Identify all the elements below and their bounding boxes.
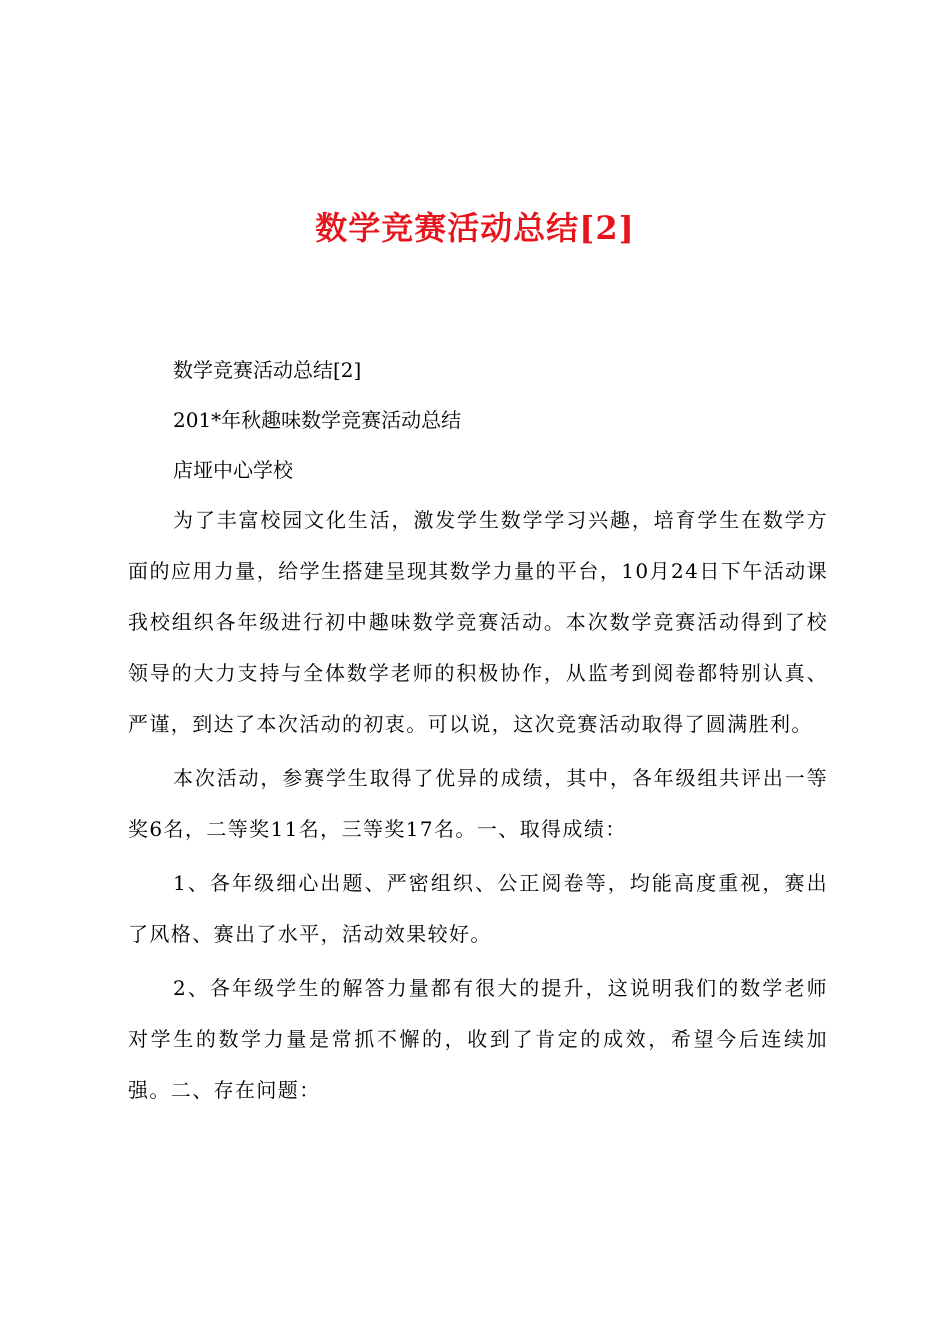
event-title-line: 201*年秋趣味数学竞赛活动总结 bbox=[173, 408, 462, 432]
paragraph-results: 本次活动，参赛学生取得了优异的成绩，其中，各年级组共评出一等奖6名，二等奖11名，三等奖17名。一、取得成绩： bbox=[128, 766, 828, 841]
subtitle-line: 数学竞赛活动总结[2] bbox=[173, 358, 362, 382]
paragraph-point-2: 2、各年级学生的解答力量都有很大的提升，这说明我们的数学老师对学生的数学力量是常抓不懈的，收到了肯定的成效，希望今后连续加强。二、存在问题： bbox=[128, 976, 828, 1102]
paragraph-point-1: 1、各年级细心出题、严密组织、公正阅卷等，均能高度重视，赛出了风格、赛出了水平，活动效果较好。 bbox=[128, 871, 828, 946]
school-name-line: 店垭中心学校 bbox=[173, 458, 293, 482]
document-title: 数学竞赛活动总结[2] bbox=[315, 209, 635, 247]
document-body bbox=[128, 345, 828, 1119]
paragraph-intro: 为了丰富校园文化生活，激发学生数学学习兴趣，培育学生在数学方面的应用力量，给学生搭建呈现其数学力量的平台，10月24日下午活动课我校组织各年级进行初中趣味数学竞赛活动。本次数学竞赛活动得到了校领导的大力支持与全体数学老师的积极协作，从监考到阅卷都特别认真、严谨，到达了本次活动的初衷。可以说，这次竞赛活动取得了圆满胜利。 bbox=[128, 508, 828, 736]
